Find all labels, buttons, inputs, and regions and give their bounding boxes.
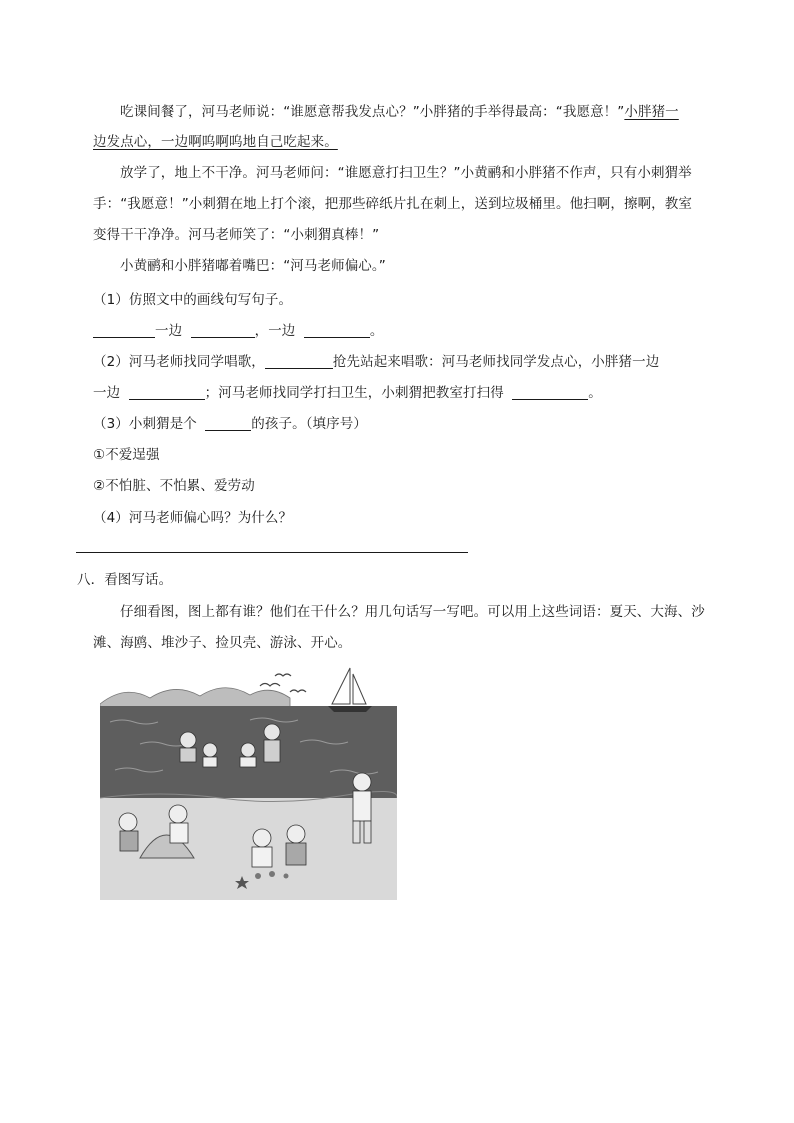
section-8-prompt-2: 滩、海鸥、堆沙子、捡贝壳、游泳、开心。 bbox=[93, 635, 352, 651]
answer-blank[interactable] bbox=[304, 323, 370, 338]
question-2-line-1: （2）河马老师找同学唱歌， 抢先站起来唱歌：河马老师找同学发点心，小胖猪一边 bbox=[93, 354, 660, 370]
answer-blank[interactable] bbox=[265, 354, 333, 369]
passage-line-6: 小黄鹂和小胖猪嘟着嘴巴：“河马老师偏心。” bbox=[120, 258, 386, 274]
question-3: （3）小刺猬是个 的孩子。（填序号） bbox=[93, 416, 367, 432]
beach-illustration bbox=[100, 662, 397, 900]
answer-rule-line[interactable] bbox=[76, 552, 468, 553]
option-2: ②不怕脏、不怕累、爱劳动 bbox=[93, 478, 255, 494]
underlined-sentence-start: 小胖猪一 bbox=[624, 104, 679, 120]
question-2-line-2: 一边 ；河马老师找同学打扫卫生，小刺猬把教室打扫得 。 bbox=[93, 385, 602, 401]
option-1: ①不爱逞强 bbox=[93, 447, 160, 463]
passage-line-3: 放学了，地上不干净。河马老师问：“谁愿意打扫卫生？”小黄鹂和小胖猪不作声，只有小刺猬举 bbox=[120, 165, 692, 181]
section-8-prompt-1: 仔细看图，图上都有谁？他们在干什么？用几句话写一写吧。可以用上这些词语：夏天、大海、沙 bbox=[120, 604, 705, 620]
section-8-heading: 八．看图写话。 bbox=[77, 572, 173, 588]
question-1-answer-line: 一边 ，一边 。 bbox=[93, 321, 733, 341]
answer-blank[interactable] bbox=[512, 385, 588, 400]
answer-blank[interactable] bbox=[129, 385, 205, 400]
passage-line-4: 手：“我愿意！”小刺猬在地上打个滚，把那些碎纸片扎在刺上，送到垃圾桶里。他扫啊，擦啊，教室 bbox=[93, 196, 692, 212]
answer-blank[interactable] bbox=[93, 323, 155, 338]
passage-line-2 bbox=[93, 132, 733, 152]
underlined-sentence-end: 边发点心，一边啊呜啊呜地自己吃起来。 bbox=[93, 134, 338, 150]
answer-blank[interactable] bbox=[191, 323, 255, 338]
question-1: （1）仿照文中的画线句写句子。 bbox=[93, 292, 293, 308]
passage-line-1: 吃课间餐了，河马老师说：“谁愿意帮我发点心？”小胖猪的手举得最高：“我愿意！”小胖猪一 bbox=[120, 104, 679, 120]
question-4: （4）河马老师偏心吗？为什么？ bbox=[93, 510, 293, 526]
answer-blank[interactable] bbox=[205, 416, 251, 431]
passage-line-5: 变得干干净净。河马老师笑了：“小刺猬真棒！” bbox=[93, 227, 380, 243]
